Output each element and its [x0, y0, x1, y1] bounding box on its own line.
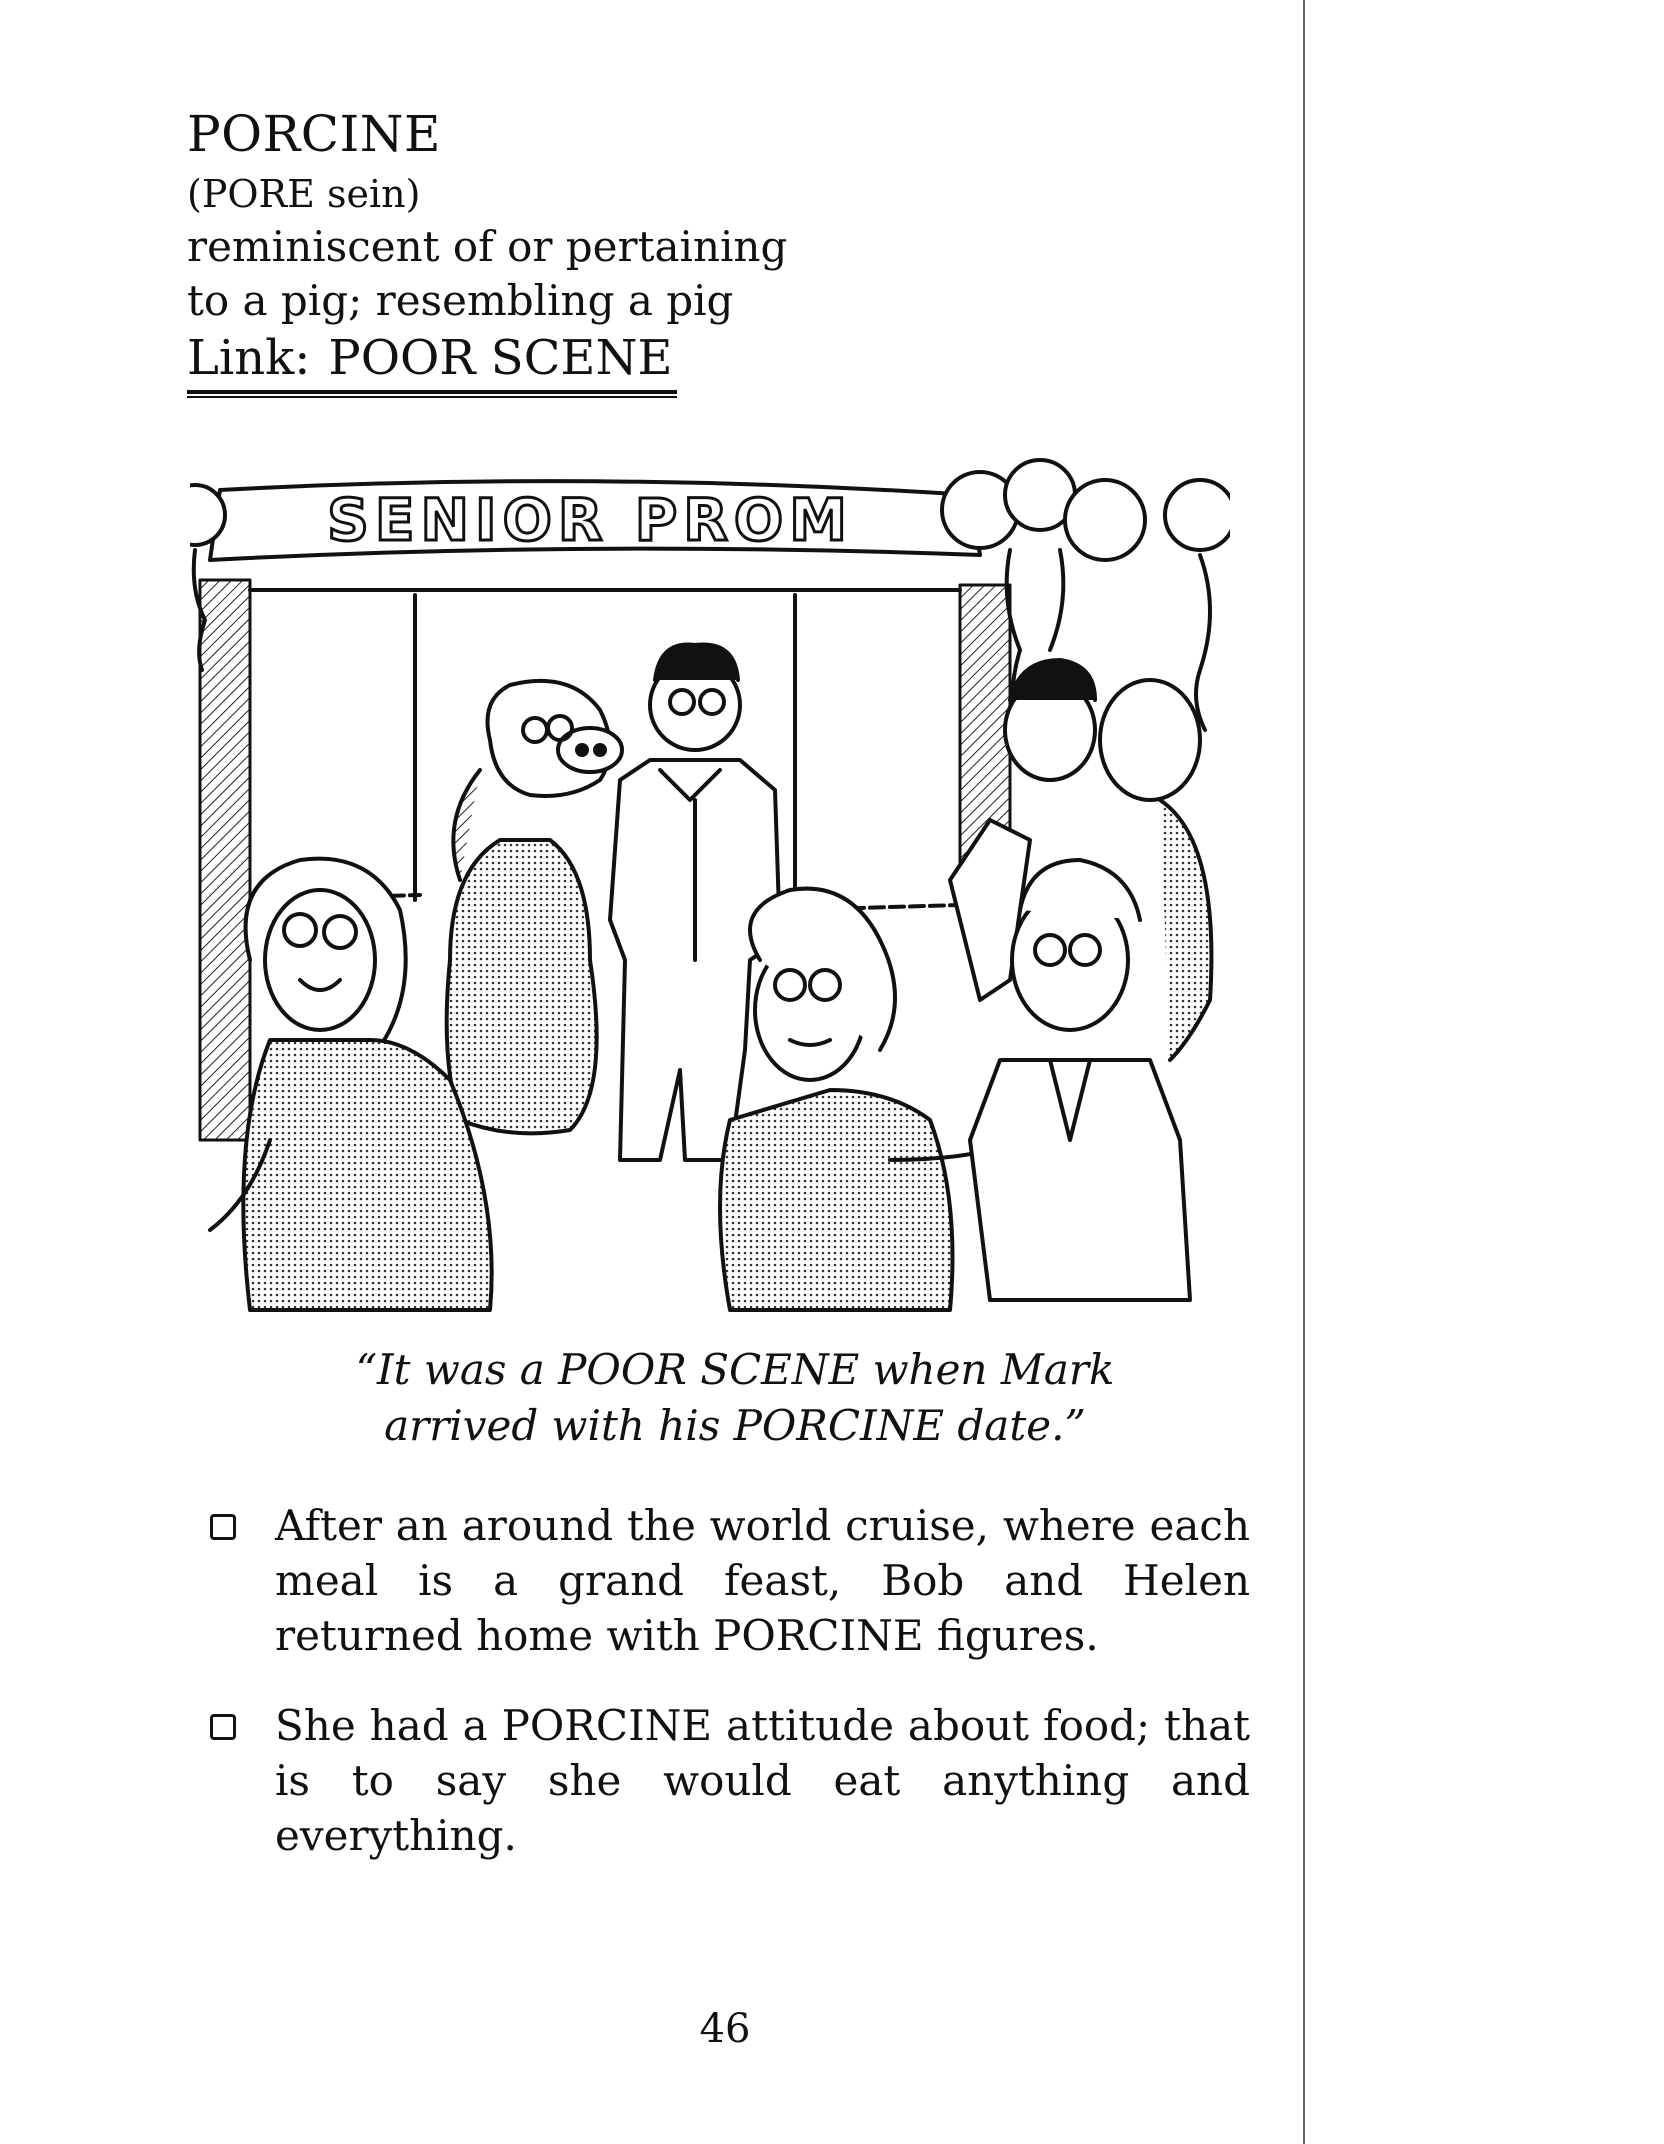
- checkbox-icon: [210, 1714, 236, 1740]
- caption-line-2: arrived with his PORCINE date.”: [384, 1401, 1086, 1450]
- cartoon-caption: [0, 1342, 1470, 1454]
- checkbox-icon: [210, 1514, 236, 1540]
- page-edge-rule: [1303, 0, 1305, 2144]
- link-word: POOR SCENE: [328, 330, 673, 386]
- link-underline-2: [187, 396, 677, 398]
- example-sentence: [210, 1498, 1250, 1663]
- definition-line-2: to a pig; resembling a pig: [187, 276, 734, 325]
- link-line: [187, 330, 673, 386]
- link-label: Link:: [187, 330, 311, 386]
- example-text: She had a PORCINE attitude about food; that is to say she would eat anything and everything.: [275, 1701, 1250, 1860]
- example-sentence: [210, 1698, 1250, 1863]
- banner-text: SENIOR PROM: [327, 486, 853, 554]
- definition-line-1: reminiscent of or pertaining: [187, 222, 788, 271]
- link-underline: [187, 390, 677, 394]
- caption-line-1: “It was a POOR SCENE when Mark: [355, 1345, 1115, 1394]
- pronunciation: (PORE sein): [187, 172, 421, 216]
- cartoon-illustration: [190, 440, 1230, 1320]
- page-number: 46: [699, 2006, 751, 2052]
- example-text: After an around the world cruise, where each meal is a grand feast, Bob and Helen returned home with PORCINE figures.: [275, 1501, 1250, 1660]
- definition: [187, 220, 787, 328]
- headword: PORCINE: [187, 105, 442, 163]
